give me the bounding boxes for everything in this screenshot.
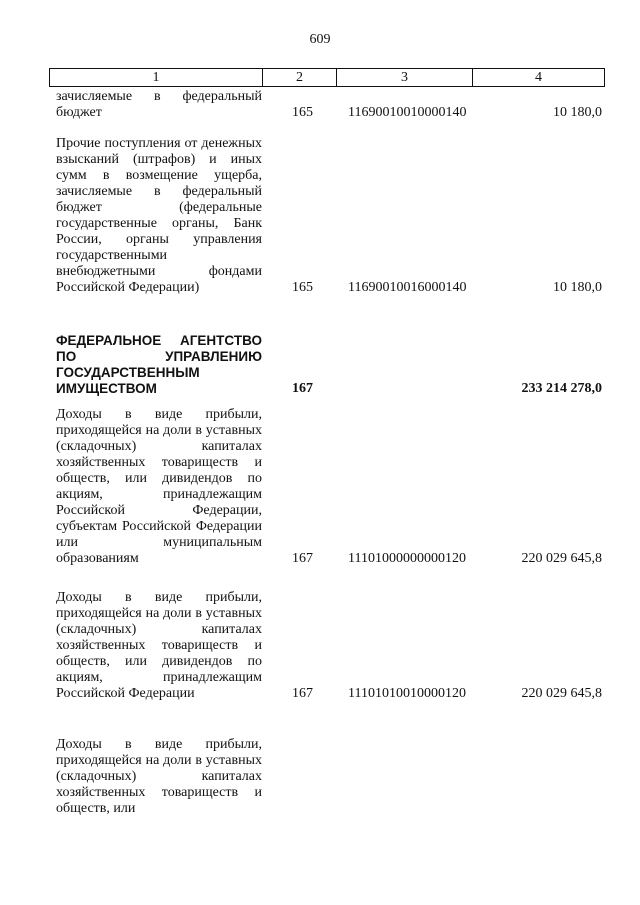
row-kbk: 11101000000000120 bbox=[348, 551, 466, 566]
row-description: Доходы в виде прибыли, приходящейся на доли в уставных (складочных) капиталах хозяйственных товариществ и обществ, или дивидендов по акциям, принадлежащим Российской Федерации, субъектам Российской Федерации или муниципальным образованиям bbox=[56, 407, 262, 566]
row-description: зачисляемые в федеральный бюджет bbox=[56, 89, 262, 120]
row-amount: 233 214 278,0 bbox=[521, 381, 602, 396]
table-row bbox=[56, 333, 602, 397]
row-kbk: 11101010010000120 bbox=[348, 686, 466, 701]
table-header bbox=[49, 68, 605, 87]
row-code: 167 bbox=[292, 686, 313, 701]
row-code: 165 bbox=[292, 105, 313, 120]
header-col-3: 3 bbox=[337, 69, 473, 86]
row-description: ФЕДЕРАЛЬНОЕ АГЕНТСТВО ПО УПРАВЛЕНИЮ ГОСУДАРСТВЕННЫМ ИМУЩЕСТВОМ bbox=[56, 333, 262, 396]
page-number: 609 bbox=[309, 32, 331, 47]
header-col-2: 2 bbox=[263, 69, 337, 86]
table-row bbox=[56, 407, 602, 567]
row-amount: 220 029 645,8 bbox=[521, 686, 602, 701]
row-code: 165 bbox=[292, 280, 313, 295]
table-row bbox=[56, 89, 602, 121]
table-row bbox=[56, 737, 602, 817]
table-row bbox=[56, 590, 602, 702]
row-description: Прочие поступления от денежных взысканий (штрафов) и иных сумм в возмещение ущерба, зачисляемые в федеральный бюджет (федеральные государственные органы, Банк России, органы управления государственными внебюджетными фондами Российской Федерации) bbox=[56, 136, 262, 295]
table-row bbox=[56, 136, 602, 296]
row-description: Доходы в виде прибыли, приходящейся на доли в уставных (складочных) капиталах хозяйственных товариществ и обществ, или bbox=[56, 737, 262, 816]
row-kbk: 11690010010000140 bbox=[348, 105, 467, 120]
header-col-4: 4 bbox=[535, 70, 542, 85]
row-amount: 10 180,0 bbox=[553, 280, 602, 295]
row-description: Доходы в виде прибыли, приходящейся на доли в уставных (складочных) капиталах хозяйственных товариществ и обществ, или дивидендов по акциям, принадлежащим Российской Федерации bbox=[56, 590, 262, 701]
row-code: 167 bbox=[292, 381, 313, 396]
row-amount: 10 180,0 bbox=[553, 105, 602, 120]
row-amount: 220 029 645,8 bbox=[521, 551, 602, 566]
row-code: 167 bbox=[292, 551, 313, 566]
header-col-1: 1 bbox=[50, 69, 263, 86]
row-kbk: 11690010016000140 bbox=[348, 280, 467, 295]
